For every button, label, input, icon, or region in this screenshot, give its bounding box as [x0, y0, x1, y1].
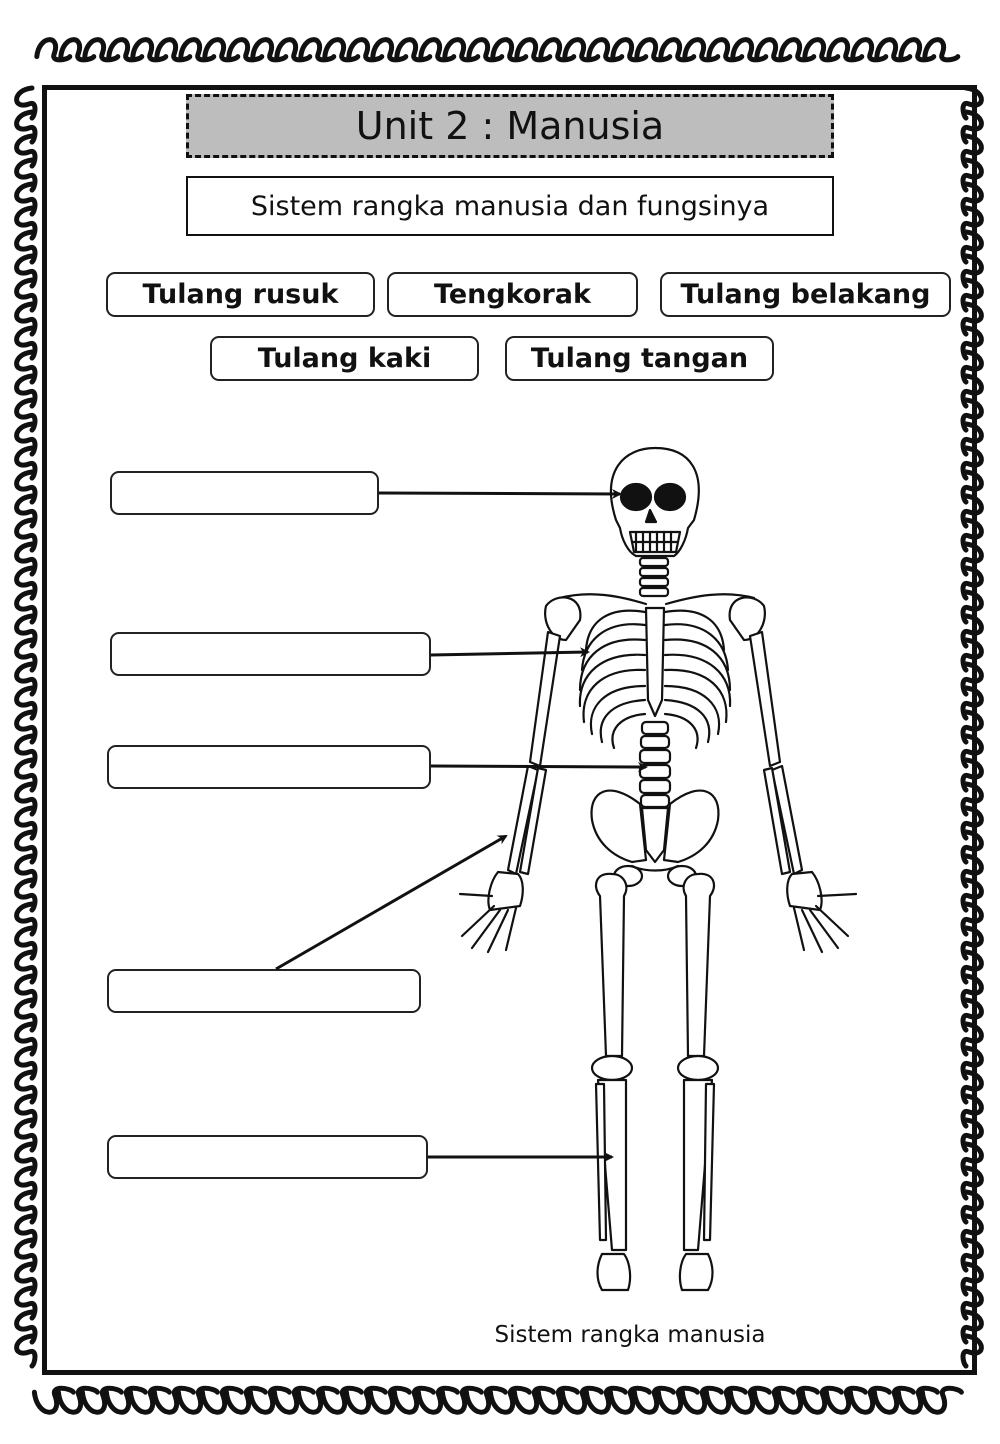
arrow-skull — [379, 493, 620, 494]
left-leg — [592, 874, 632, 1290]
neck-vertebrae — [640, 558, 668, 596]
spine — [640, 722, 670, 807]
pointer-arrows — [276, 493, 646, 1157]
right-leg — [678, 874, 718, 1290]
page-title: Unit 2 : Manusia — [186, 94, 834, 158]
arrow-ribs — [431, 652, 588, 655]
figure-caption: Sistem rangka manusia — [494, 1322, 766, 1348]
left-arm — [460, 632, 560, 952]
page-subtitle: Sistem rangka manusia dan fungsinya — [186, 176, 834, 236]
arrow-spine — [431, 766, 646, 767]
right-arm — [750, 632, 856, 952]
word-chip-tulang-rusuk[interactable]: Tulang rusuk — [106, 272, 375, 317]
word-chip-tulang-kaki[interactable]: Tulang kaki — [210, 336, 479, 381]
sternum — [646, 608, 664, 716]
word-chip-tulang-belakang[interactable]: Tulang belakang — [660, 272, 951, 317]
skull — [611, 448, 699, 556]
arrow-arm — [276, 836, 506, 969]
word-chip-tulang-tangan[interactable]: Tulang tangan — [505, 336, 774, 381]
word-chip-tengkorak[interactable]: Tengkorak — [387, 272, 638, 317]
